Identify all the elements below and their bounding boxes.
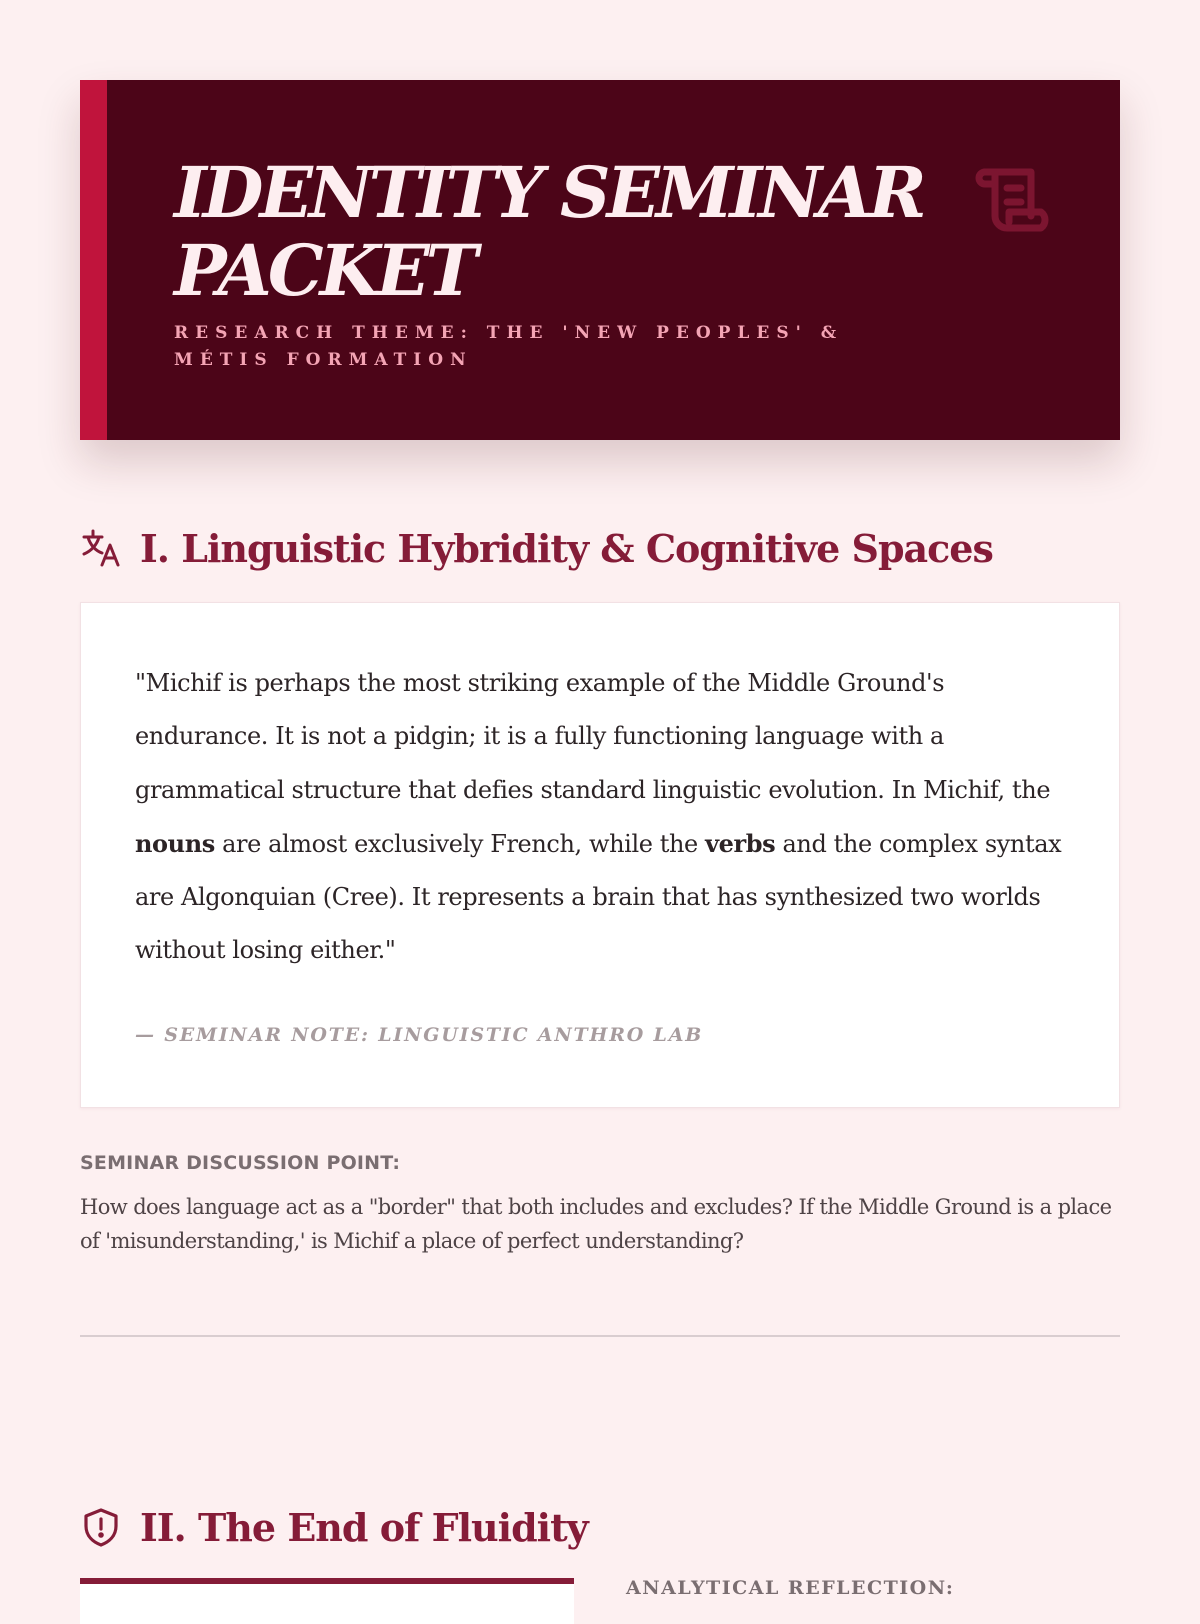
header-banner: [80, 80, 1120, 440]
discussion-label: SEMINAR DISCUSSION POINT:: [80, 1152, 401, 1174]
analytical-reflection-label: ANALYTICAL REFLECTION:: [626, 1577, 955, 1599]
section-title: I. Linguistic Hybridity & Cognitive Spaces: [140, 525, 993, 571]
quote-source: — SEMINAR NOTE: LINGUISTIC ANTHRO LAB: [135, 1023, 704, 1046]
discussion-text: How does language act as a "border" that both includes and excludes? If the Middle Ground is a place of 'misunderstanding,' is Michif a place of perfect understanding?: [80, 1195, 1112, 1253]
quote-bold-verbs: verbs: [705, 828, 776, 858]
quote-bold-nouns: nouns: [135, 828, 215, 858]
section-heading-fluidity: [80, 1502, 588, 1552]
quote-card: [80, 602, 1120, 1108]
quote-text: "Michif is perhaps the most striking example of the Middle Ground's endurance. It is not a pidgin; it is a fully functioning language with a grammatical structure that defies standard linguistic evolution. In Michif, the nouns are almost exclusively French, while the verbs and the complex syntax are Algonquian (Cree). It represents a brain that has synthesized two worlds without losing either.": [135, 669, 1062, 965]
translate-icon: [80, 527, 122, 569]
page-title: IDENTITY SEMINAR PACKET: [174, 151, 923, 312]
page-subtitle: RESEARCH THEME: THE 'NEW PEOPLES' & MÉTIS FORMATION: [174, 323, 844, 370]
header-accent-bar: [80, 80, 107, 440]
section-title: II. The End of Fluidity: [140, 1504, 588, 1550]
section-heading-linguistic: [80, 523, 993, 573]
scroll-icon: [975, 164, 1055, 234]
section-divider: [80, 1335, 1120, 1337]
content-panel: [80, 1578, 574, 1624]
shield-icon: [80, 1506, 122, 1548]
